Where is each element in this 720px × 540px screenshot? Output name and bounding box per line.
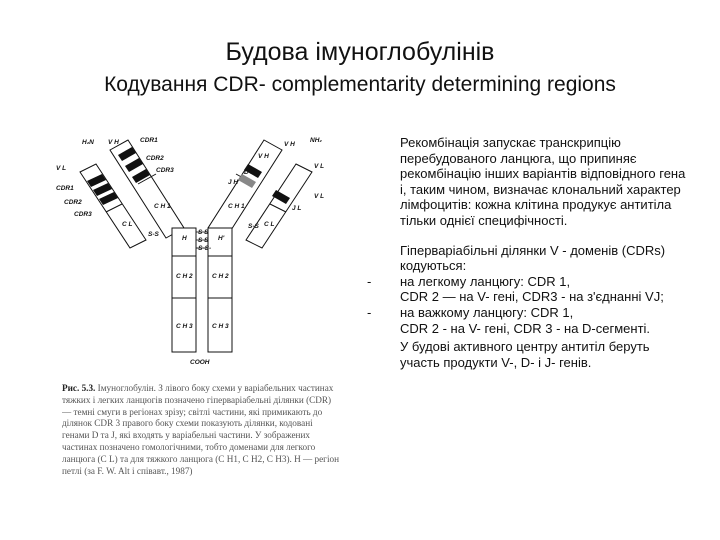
paragraph-cdr-intro: Гіперваріабільні ділянки V - доменів (CDRs) кодуються: xyxy=(400,242,666,274)
vl-right-label: V L xyxy=(314,163,325,170)
vh-right-label-2: V H xyxy=(258,153,269,160)
ch1-left-label: C H 1 xyxy=(154,203,171,210)
slide-subtitle: Кодування CDR- complementarity determining regions xyxy=(104,73,616,96)
ss-right-label: S-S xyxy=(248,223,259,230)
figure-caption xyxy=(62,383,342,508)
list-item-light-chain xyxy=(360,274,690,290)
bullet-dash: - xyxy=(367,273,372,289)
cdr2-light-label: CDR2 xyxy=(64,199,82,206)
vh-right-label: V H xyxy=(284,141,295,148)
bullet-dash: - xyxy=(367,304,372,320)
list-item-light-chain-cont: CDR 2 — на V- гені, CDR3 - на з'єднанні VJ; xyxy=(400,289,664,305)
right-stem xyxy=(208,228,232,352)
list-item-heavy-chain-text: на важкому ланцюгу: CDR 1, xyxy=(400,304,574,320)
cooh-label: COOH xyxy=(190,359,210,366)
ch3-left-label: C H 3 xyxy=(176,323,193,330)
list-item-light-chain-text: на легкому ланцюгу: CDR 1, xyxy=(400,273,571,289)
list-item-heavy-chain xyxy=(360,305,690,321)
hinge-ss-3: -S-S- xyxy=(196,245,212,252)
hinge-left-label: H xyxy=(182,235,187,242)
ss-left-label: S-S xyxy=(148,231,159,238)
hinge-ss-1: S S xyxy=(198,229,209,236)
nh2-label: NH₂ xyxy=(310,137,322,144)
list-item-heavy-chain-cont: CDR 2 - на V- гені, CDR 3 - на D-сегменті. xyxy=(400,320,651,336)
ch2-left-label: C H 2 xyxy=(176,273,193,280)
cdr2-heavy-label: CDR2 xyxy=(146,155,164,162)
cdr1-heavy-label: CDR1 xyxy=(140,137,158,144)
paragraph-active-center: У будові активного центру антитіл беруть участь продукти V-, D- і J- генів. xyxy=(400,339,650,370)
jh-label: J H xyxy=(228,179,239,186)
cdr3-heavy-label: CDR3 xyxy=(156,167,174,174)
jl-label: J L xyxy=(292,205,302,212)
cdr3-light-label: CDR3 xyxy=(74,211,92,218)
left-stem xyxy=(172,228,196,352)
immunoglobulin-diagram xyxy=(52,128,340,380)
paragraph-recombination: Рекомбінація запускає транскрипцію перебудованого ланцюга, що припиняє рекомбінацію інших варіантів відповідного гена і, таким чином, визначає клональний характер лімфоцитів: кожна клітина продукує антитіла тільки однієї специфічності. xyxy=(400,135,686,228)
hinge-ss-2: S S xyxy=(198,237,209,244)
h2n-label: H₂N xyxy=(82,139,94,146)
vl-right-label-2: V L xyxy=(314,193,325,200)
hinge-right-label: H' xyxy=(218,235,225,242)
slide-title: Будова імуноглобулінів xyxy=(225,38,495,66)
caption-title: Рис. 5.3. xyxy=(62,383,96,393)
caption-text: Імуноглобулін. З лівого боку схеми у варіабельних частинах тяжких і легких ланцюгів позначено гіперваріабельні ділянки (CDR) — темні смуги в регіонах зрізу; світлі частини, які примикають до ділянок CDR 3 правого боку схеми показують ділянки, кодовані генами D та J, які входять у варіабельні частини. У зображених частинах позначено гомологічними, тобто доменами для легкого ланцюга (C L) та для тяжкого ланцюга (C H1, C H2, C H3). H — регіон петлі (за F. W. Alt і співавт., 1987) xyxy=(62,383,340,476)
ch3-right-label: C H 3 xyxy=(212,323,229,330)
vh-left-label: V H xyxy=(108,139,119,146)
cl-left-label: C L xyxy=(122,221,133,228)
main-text xyxy=(360,135,690,370)
dh-label: D H xyxy=(244,169,256,176)
vl-left-label: V L xyxy=(56,165,67,172)
cdr1-light-label: CDR1 xyxy=(56,185,74,192)
cl-right-label: C L xyxy=(264,221,275,228)
ch2-right-label: C H 2 xyxy=(212,273,229,280)
ch1-right-label: C H 1 xyxy=(228,203,245,210)
